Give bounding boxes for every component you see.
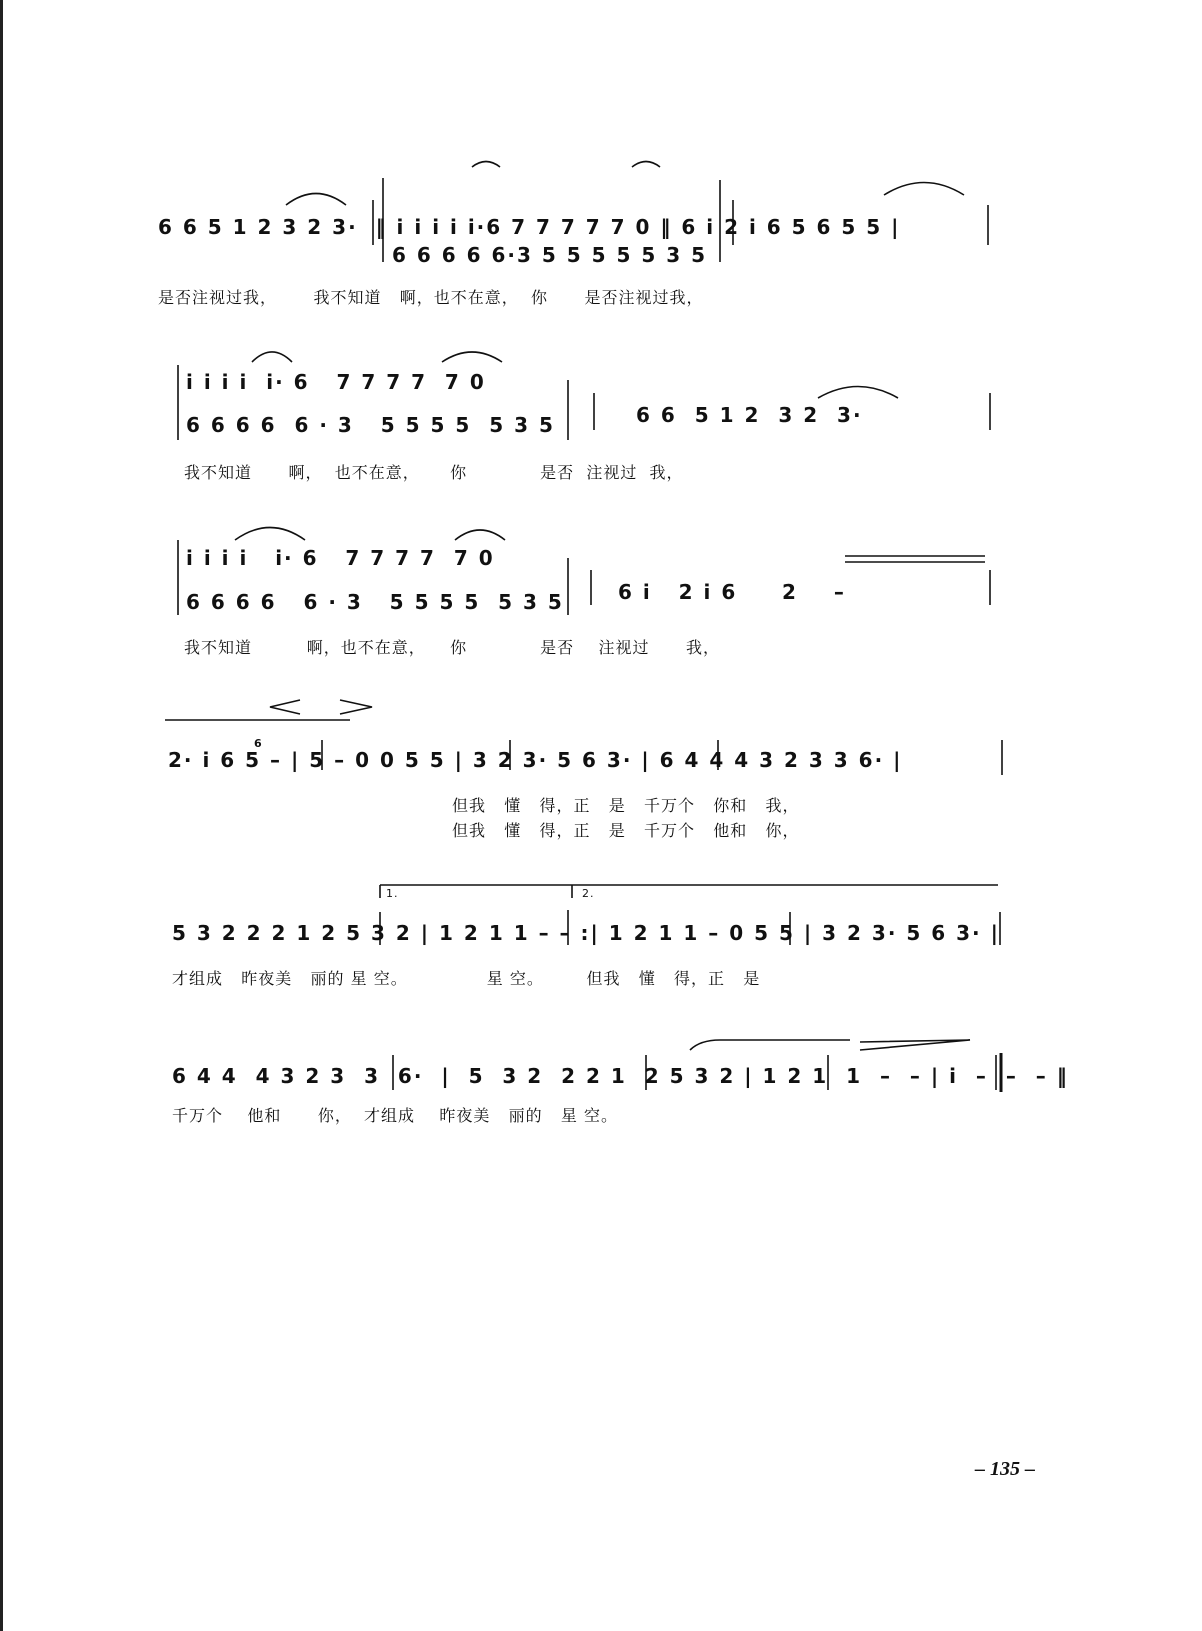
score-row-3-notes: i i i i i· 6 7 7 7 7 7 0 (186, 546, 495, 570)
score-row-3-notes-right: 6 i 2 i 6 2 – (618, 580, 846, 604)
score-row-6-notes: 6 4 4 4 3 2 3 3 6· | 5 3 2 2 2 1 2 5 3 2 | 1 2 1 1 – – | i – – – ‖ (172, 1064, 1069, 1088)
score-row-2-notes-lower: 6 6 6 6 6 · 3 5 5 5 5 5 3 5 (186, 413, 555, 437)
score-row-1-lyrics: 是否注视过我， 我不知道 啊，也不在意， 你 是否注视过我， (158, 288, 704, 307)
score-row-3-lyrics: 我不知道 啊，也不在意， 你 是否 注视过 我， (184, 638, 721, 657)
score-row-1-notes-lower: 6 6 6 6 6·3 5 5 5 5 5 3 5 (392, 243, 708, 267)
score-row-2-lyrics: 我不知道 啊， 也不在意， 你 是否 注视过 我， (184, 463, 684, 482)
score-row-4-lyrics-verse-2: 但我 懂 得，正 是 千万个 他和 你， (452, 821, 800, 840)
page-number: – 135 – (975, 1458, 1035, 1480)
score-row-5-notes: 5 3 2 2 2 1 2 5 3 2 | 1 2 1 1 – – :| 1 2 1 1 – 0 5 5 | 3 2 3· 5 6 3· | (172, 921, 1000, 945)
score-row-6-lyrics: 千万个 他和 你， 才组成 昨夜美 丽的 星 空。 (172, 1106, 618, 1125)
score-row-4-lyrics-verse-1: 但我 懂 得，正 是 千万个 你和 我， (452, 796, 800, 815)
score-row-5-lyrics: 才组成 昨夜美 丽的 星 空。 星 空。 但我 懂 得，正 是 (172, 969, 761, 988)
score-row-3-notes-lower: 6 6 6 6 6 · 3 5 5 5 5 5 3 5 (186, 590, 564, 614)
volta-1: 1. (386, 887, 399, 900)
score-row-2-notes-right: 6 6 5 1 2 3 2 3· (636, 403, 863, 427)
score-row-2-notes: i i i i i· 6 7 7 7 7 7 0 (186, 370, 486, 394)
score-row-4-notes: 2· i 6 5 – | 5 – 0 0 5 5 | 3 2 3· 5 6 3· | 6 4 4 4 3 2 3 3 6· | (168, 748, 903, 772)
score-row-1-notes: 6 6 5 1 2 3 2 3· ‖ i i i i i·6 7 7 7 7 7 0 ‖ 6 i 2 i 6 5 6 5 5 | (158, 215, 901, 239)
volta-2: 2. (582, 887, 595, 900)
grace-note: 6 (254, 737, 264, 750)
